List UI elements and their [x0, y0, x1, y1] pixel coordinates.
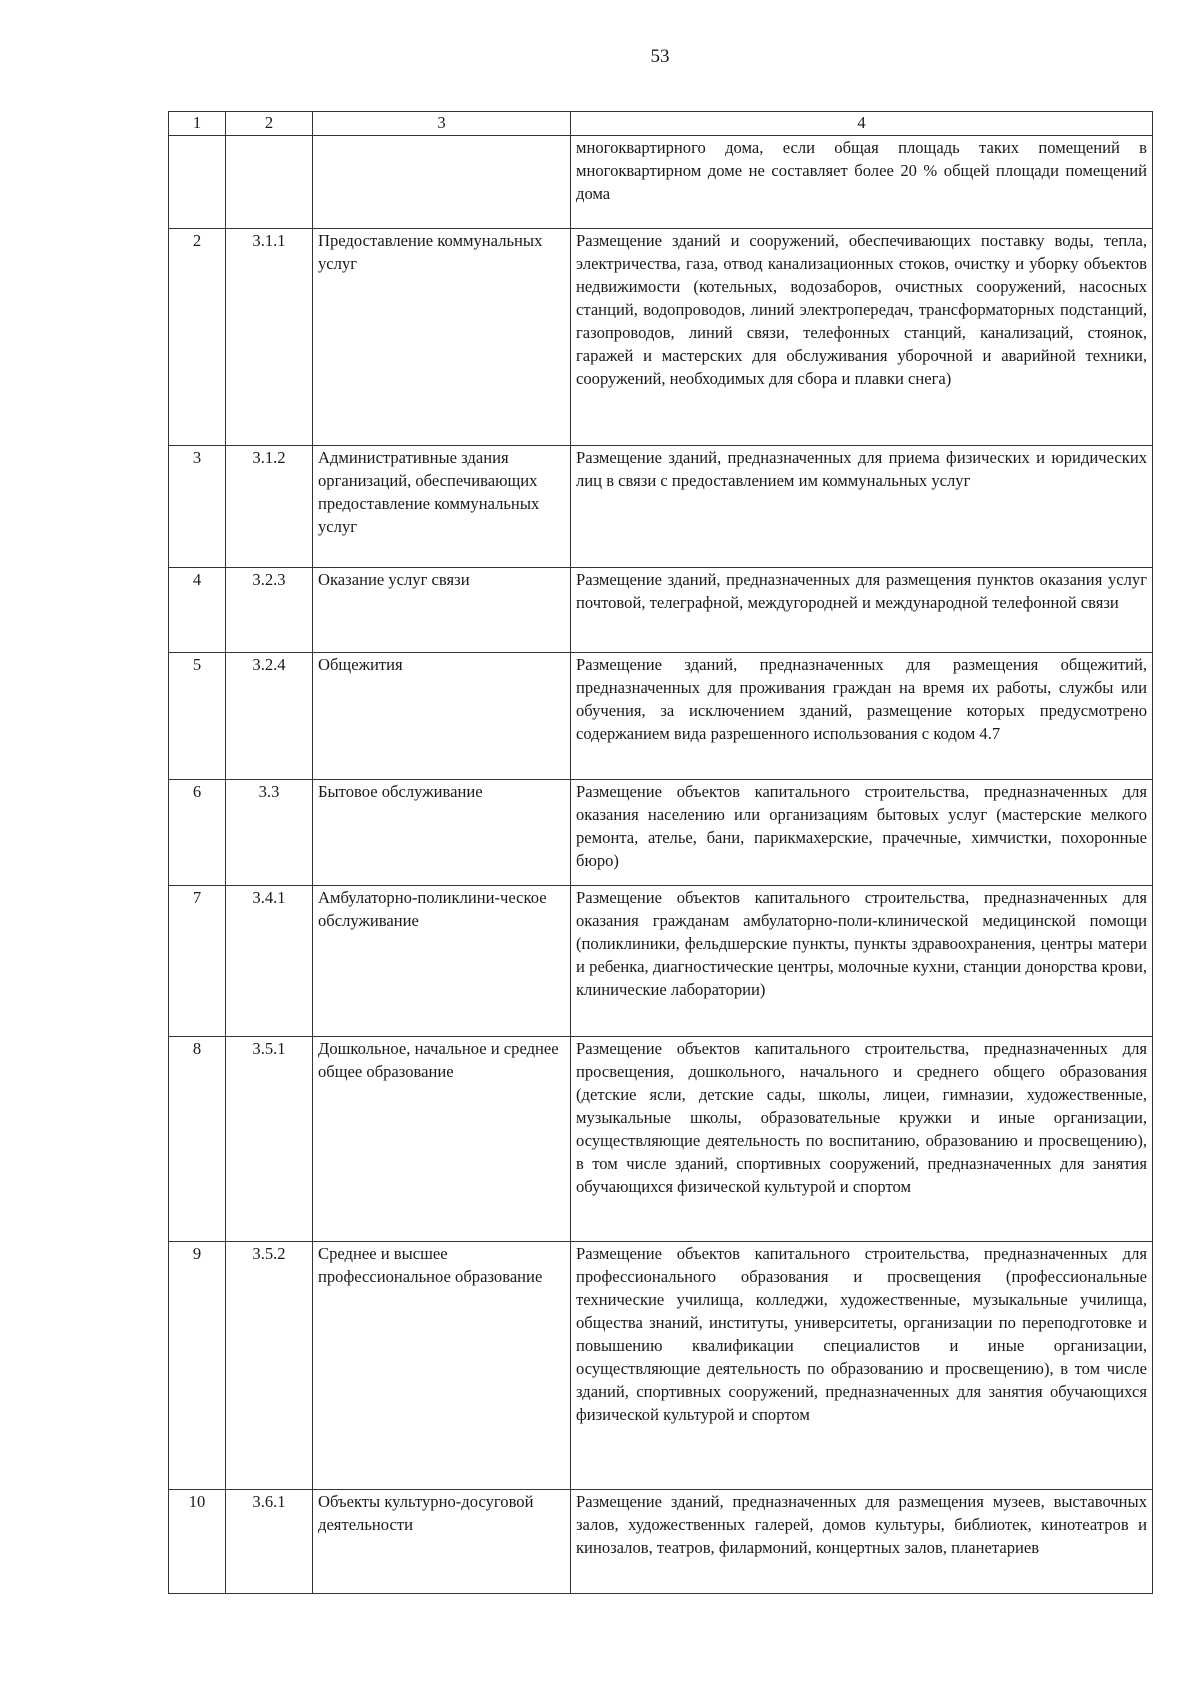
- row-name: Оказание услуг связи: [313, 568, 571, 653]
- table-body: [169, 136, 1153, 1594]
- row-description: Размещение зданий, предназначенных для размещения музеев, выставочных залов, художественных галерей, домов культуры, библиотек, кинотеатров и кинозалов, театров, филармоний, концертных залов, планетариев: [571, 1490, 1153, 1594]
- header-col-2: 2: [226, 112, 313, 136]
- row-name: Дошкольное, начальное и среднее общее образование: [313, 1037, 571, 1242]
- row-code: 3.2.3: [226, 568, 313, 653]
- row-name: Предоставление коммунальных услуг: [313, 229, 571, 446]
- row-description: Размещение зданий, предназначенных для размещения пунктов оказания услуг почтовой, телеграфной, междугородней и международной телефонной связи: [571, 568, 1153, 653]
- page-number: 53: [650, 46, 670, 67]
- row-number: 4: [169, 568, 226, 653]
- row-description: Размещение объектов капитального строительства, предназначенных для просвещения, дошкольного, начального и среднего общего образования (детские ясли, детские сады, школы, лицеи, гимназии, художественные, музыкальные школы, образовательные кружки и иные организации, осуществляющие деятельность по воспитанию, образованию и просвещению), в том числе зданий, спортивных сооружений, предназначенных для занятия обучающихся физической культурой и спортом: [571, 1037, 1153, 1242]
- row-number: 8: [169, 1037, 226, 1242]
- table-row: [169, 136, 1153, 229]
- row-name: Объекты культурно-досуговой деятельности: [313, 1490, 571, 1594]
- table-row: [169, 446, 1153, 568]
- row-code: 3.1.1: [226, 229, 313, 446]
- table-row: [169, 1242, 1153, 1490]
- table-row: [169, 653, 1153, 780]
- row-description: Размещение зданий, предназначенных для приема физических и юридических лиц в связи с предоставлением им коммунальных услуг: [571, 446, 1153, 568]
- row-code: 3.5.2: [226, 1242, 313, 1490]
- row-number: 3: [169, 446, 226, 568]
- row-name: [313, 136, 571, 229]
- header-col-1: 1: [169, 112, 226, 136]
- row-code: 3.2.4: [226, 653, 313, 780]
- table-row: [169, 886, 1153, 1037]
- row-code: 3.1.2: [226, 446, 313, 568]
- row-name: Среднее и высшее профессиональное образование: [313, 1242, 571, 1490]
- header-col-3: 3: [313, 112, 571, 136]
- row-description: Размещение объектов капитального строительства, предназначенных для оказания населению или организациям бытовых услуг (мастерские мелкого ремонта, ателье, бани, парикмахерские, прачечные, химчистки, похоронные бюро): [571, 780, 1153, 886]
- row-code: 3.4.1: [226, 886, 313, 1037]
- row-name: Амбулаторно-поликлини-ческое обслуживание: [313, 886, 571, 1037]
- row-number: 6: [169, 780, 226, 886]
- row-code: 3.6.1: [226, 1490, 313, 1594]
- row-description: Размещение зданий и сооружений, обеспечивающих поставку воды, тепла, электричества, газа, отвод канализационных стоков, очистку и уборку объектов недвижимости (котельных, водозаборов, очистных сооружений, насосных станций, водопроводов, линий электропередач, трансформаторных подстанций, газопроводов, линий связи, телефонных станций, канализаций, стоянок, гаражей и мастерских для обслуживания уборочной и аварийной техники, сооружений, необходимых для сбора и плавки снега): [571, 229, 1153, 446]
- row-number: 10: [169, 1490, 226, 1594]
- row-number: [169, 136, 226, 229]
- row-description: Размещение объектов капитального строительства, предназначенных для оказания гражданам амбулаторно-поли-клинической медицинской помощи (поликлиники, фельдшерские пункты, пункты здравоохранения, центры матери и ребенка, диагностические центры, молочные кухни, станции донорства крови, клинические лаборатории): [571, 886, 1153, 1037]
- header-col-4: 4: [571, 112, 1153, 136]
- table-header: [169, 112, 1153, 136]
- row-code: [226, 136, 313, 229]
- row-description: Размещение зданий, предназначенных для размещения общежитий, предназначенных для проживания граждан на время их работы, службы или обучения, за исключением зданий, размещение которых предусмотрено содержанием вида разрешенного использования с кодом 4.7: [571, 653, 1153, 780]
- table-row: [169, 780, 1153, 886]
- row-description: многоквартирного дома, если общая площадь таких помещений в многоквартирном доме не составляет более 20 % общей площади помещений дома: [571, 136, 1153, 229]
- table-row: [169, 229, 1153, 446]
- row-number: 7: [169, 886, 226, 1037]
- row-number: 9: [169, 1242, 226, 1490]
- table-row: [169, 568, 1153, 653]
- row-number: 2: [169, 229, 226, 446]
- land-use-table: [168, 111, 1153, 1594]
- row-code: 3.5.1: [226, 1037, 313, 1242]
- table-row: [169, 1490, 1153, 1594]
- row-name: Бытовое обслуживание: [313, 780, 571, 886]
- row-description: Размещение объектов капитального строительства, предназначенных для профессионального образования и просвещения (профессиональные технические училища, колледжи, художественные, музыкальные училища, общества знаний, институты, университеты, организации по переподготовке и повышению квалификации специалистов и иные организации, осуществляющие деятельность по образованию и просвещению), в том числе зданий, спортивных сооружений, предназначенных для занятия обучающихся физической культурой и спортом: [571, 1242, 1153, 1490]
- row-name: Общежития: [313, 653, 571, 780]
- row-code: 3.3: [226, 780, 313, 886]
- header-row: [169, 112, 1153, 136]
- row-number: 5: [169, 653, 226, 780]
- row-name: Административные здания организаций, обеспечивающих предоставление коммунальных услуг: [313, 446, 571, 568]
- table-row: [169, 1037, 1153, 1242]
